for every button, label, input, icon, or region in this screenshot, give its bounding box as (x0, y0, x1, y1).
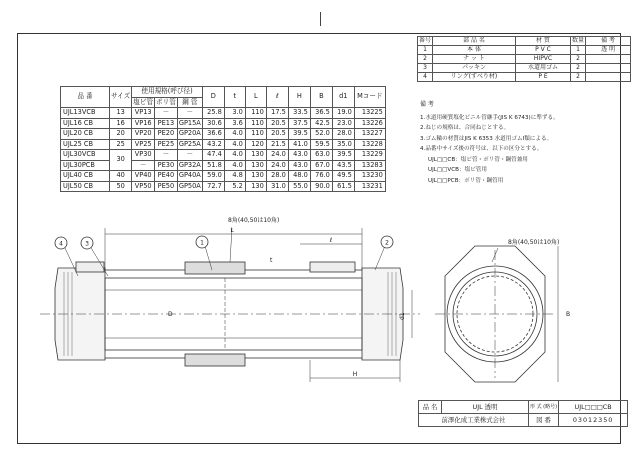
parts-h-material: 材 質 (516, 37, 571, 46)
spec-cell: PE30 (155, 160, 178, 171)
spec-cell: UJL30PCB (61, 160, 110, 171)
spec-cell: 63.0 (310, 150, 332, 161)
dim-H-label: H (352, 371, 358, 378)
title-dwg-label: 図 番 (529, 414, 559, 427)
spec-cell: 110 (245, 108, 266, 119)
spec-cell: 4.0 (224, 139, 245, 150)
spec-h-poly: ポリ管 (156, 97, 176, 106)
title-row-2 (419, 414, 628, 427)
spec-cell: 25.8 (202, 108, 224, 119)
spec-cell: 13230 (354, 171, 385, 182)
spec-cell: 30 (110, 150, 132, 171)
spec-h-dim: t (224, 87, 245, 108)
hex-note-end: 8角(40,50は10角) (508, 239, 560, 246)
nut-top-right (310, 262, 355, 272)
nut-top-left (76, 262, 104, 272)
spec-cell: 110 (245, 129, 266, 140)
spec-cell: UJL50 CB (61, 181, 110, 192)
spec-cell: 13283 (354, 160, 385, 171)
spec-cell: GP32A (178, 160, 201, 169)
spec-cell: 55.0 (288, 181, 310, 192)
spec-cell: 49.5 (332, 171, 354, 182)
spec-cell: 16 (110, 118, 132, 129)
spec-cell: 24.0 (266, 150, 288, 161)
spec-h-group: 使用規格(呼び径) (132, 87, 203, 98)
spec-cell: 48.0 (288, 171, 310, 182)
spec-h-dim: d1 (332, 87, 354, 108)
parts-cell: 2 (418, 55, 433, 64)
parts-cell: P E (516, 73, 571, 82)
spec-cell: 20.5 (266, 129, 288, 140)
spec-cell: PE50 (155, 181, 178, 192)
spec-cell: 30.6 (202, 118, 224, 129)
spec-cell: 23.0 (332, 118, 354, 129)
spec-cell: － (155, 108, 178, 119)
spec-cell: 59.5 (310, 139, 332, 150)
callout-label-1: 1 (200, 239, 204, 247)
spec-cell: 43.0 (288, 150, 310, 161)
spec-cell: UJL20 CB (61, 129, 110, 140)
parts-cell: ナ ッ ト (433, 55, 516, 64)
parts-cell: 水道用ゴム (516, 64, 571, 73)
spec-cell: 13231 (354, 181, 385, 192)
title-type-label: 形 式 (略号) (529, 401, 559, 414)
spec-cell: PE20 (155, 129, 178, 140)
spec-cell: 28.0 (266, 171, 288, 182)
dim-D-label: D (168, 311, 173, 318)
spec-cell: UJL25 CB (61, 139, 110, 150)
spec-cell: 13228 (354, 139, 385, 150)
parts-h-qty: 数量 (572, 37, 585, 44)
spec-cell: 4.0 (224, 160, 245, 171)
spec-h-dim: ℓ (266, 87, 288, 108)
title-name-value: UJL 透明 (442, 401, 529, 414)
body-hex-top (185, 262, 245, 274)
spec-cell: 4.0 (224, 150, 245, 161)
spec-cell: UJL30VCB (61, 150, 110, 161)
spec-cell: 40 (110, 171, 132, 182)
spec-cell: 43.2 (202, 139, 224, 150)
spec-cell: 13 (110, 108, 132, 119)
spec-cell: 120 (245, 139, 266, 150)
spec-cell: 76.0 (310, 171, 332, 182)
title-company: 前澤化成工業株式会社 (419, 414, 529, 427)
spec-cell: － (177, 108, 202, 119)
spec-cell: 37.5 (288, 118, 310, 129)
spec-cell: 28.0 (332, 129, 354, 140)
title-dwg-value: 03012350 (559, 414, 628, 427)
note-item: 3.ゴム輪の材質はJIS K 6353 水道用ゴムI類による。 (420, 135, 553, 142)
title-block (418, 400, 628, 427)
spec-cell: 33.5 (288, 108, 310, 119)
spec-cell: 36.5 (310, 108, 332, 119)
spec-cell: 61.5 (332, 181, 354, 192)
spec-cell: VP50 (132, 181, 155, 192)
parts-cell: 2 (571, 55, 586, 64)
spec-cell: UJL16 CB (61, 118, 110, 129)
callout-label-2: 2 (385, 239, 389, 247)
spec-cell: 13227 (354, 129, 385, 140)
parts-h-name: 部 品 名 (433, 37, 516, 46)
spec-cell: 59.0 (202, 171, 224, 182)
spec-cell: VP13 (132, 108, 155, 119)
spec-cell: GP20A (178, 129, 201, 137)
spec-cell: 35.0 (332, 139, 354, 150)
spec-cell: GP40A (178, 171, 201, 179)
title-type-value: UJL□□□CB (559, 401, 628, 414)
spec-cell: 130 (245, 171, 266, 182)
title-name-label: 品 名 (419, 401, 442, 414)
spec-cell: 19.0 (332, 108, 354, 119)
spec-cell: － (155, 150, 178, 161)
parts-cell: 透 明 (586, 46, 631, 55)
dim-l-label: ℓ (329, 237, 333, 244)
parts-cell: 2 (571, 73, 586, 82)
spec-cell: GP50A (178, 181, 201, 190)
spec-cell: VP30 (132, 150, 155, 161)
spec-cell: 110 (245, 118, 266, 129)
spec-cell: 4.8 (224, 171, 245, 182)
parts-cell: HIPVC (516, 55, 571, 64)
note-item: 1.水道用硬質塩化ビニル管継手(JIS K 6743)に準ずる。 (420, 114, 559, 121)
spec-h-size: サイズ (110, 87, 132, 108)
spec-cell: 20.5 (266, 118, 288, 129)
dim-t-label: t (270, 257, 273, 264)
dim-d1-label: d1 (399, 312, 406, 320)
parts-cell: パッキン (433, 64, 516, 73)
spec-h-mcode: Mコード (354, 87, 385, 108)
spec-h-dim: B (310, 87, 332, 108)
spec-cell: UJL13VCB (61, 108, 110, 119)
spec-h-dim: D (202, 87, 224, 108)
spec-cell: 43.0 (288, 160, 310, 171)
spec-cell: － (177, 150, 202, 161)
dim-L-label: L (230, 227, 234, 234)
spec-cell: PE40 (155, 171, 178, 182)
parts-cell: 3 (418, 64, 433, 73)
title-row-1 (419, 401, 628, 414)
spec-cell: VP16 (132, 118, 155, 129)
spec-cell: 25 (110, 139, 132, 150)
spec-cell: 13225 (354, 108, 385, 119)
spec-cell: UJL40 CB (61, 171, 110, 182)
spec-h-name: 品 番 (61, 87, 110, 108)
spec-cell: 36.6 (202, 129, 224, 140)
spec-cell: 52.0 (310, 129, 332, 140)
spec-cell: 39.5 (288, 129, 310, 140)
spec-cell: 90.0 (310, 181, 332, 192)
spec-cell: － (132, 160, 155, 171)
note-item: 2.ねじの規格は、合同ねじとする。 (420, 125, 510, 131)
spec-cell: 21.5 (266, 139, 288, 150)
spec-cell: 42.5 (310, 118, 332, 129)
spec-cell: 31.0 (266, 181, 288, 192)
spec-cell: 67.0 (310, 160, 332, 171)
spec-h-pvc: 塩ビ管 (133, 97, 154, 106)
spec-cell: VP25 (132, 139, 155, 150)
spec-cell: 24.0 (266, 160, 288, 171)
hex-note-side: 8角(40,50は10角) (228, 217, 280, 224)
note-item: UJL□□PCB：ポリ管・鋼管用 (428, 177, 504, 184)
spec-cell: VP20 (132, 129, 155, 140)
parts-cell: 1 (418, 46, 433, 55)
parts-cell: P V C (516, 46, 571, 55)
spec-cell: 5.2 (224, 181, 245, 192)
parts-h-remarks: 備 考 (586, 37, 631, 46)
spec-cell: 13229 (354, 150, 385, 161)
notes-title: 備 考 (420, 101, 434, 108)
spec-cell: 51.8 (202, 160, 224, 171)
callout-label-4: 4 (59, 240, 63, 248)
spec-h-steel: 鋼 管 (177, 97, 202, 108)
spec-cell: 50 (110, 181, 132, 192)
spec-cell: 43.5 (332, 160, 354, 171)
spec-cell: 130 (245, 181, 266, 192)
spec-h-dim: L (245, 87, 266, 108)
spec-cell: 13226 (354, 118, 385, 129)
parts-cell: 本 体 (433, 46, 516, 55)
spec-cell: 20 (110, 129, 132, 140)
spec-cell: 72.7 (202, 181, 224, 192)
note-item: UJL□□CB：塩ビ管・ポリ管・鋼管兼用 (428, 156, 528, 163)
spec-cell: 4.0 (224, 129, 245, 140)
dim-B-label: B (566, 311, 571, 318)
parts-cell: 1 (571, 46, 586, 55)
spec-cell: 130 (245, 150, 266, 161)
spec-cell: VP40 (132, 171, 155, 182)
parts-h-no: 番号 (419, 37, 432, 44)
callout-label-3: 3 (85, 240, 89, 248)
spec-cell: 130 (245, 160, 266, 171)
parts-cell: リング(すべり材) (433, 73, 516, 82)
spec-cell: 17.5 (266, 108, 288, 119)
spec-cell: PE13 (155, 118, 178, 129)
spec-cell: 3.0 (224, 108, 245, 119)
spec-cell: GP25A (178, 139, 201, 148)
note-item: 4.品番中サイズ後の符号は、以下の区分とする。 (420, 146, 543, 152)
spec-cell: 39.5 (332, 150, 354, 161)
spec-h-dim: H (288, 87, 310, 108)
parts-cell: 2 (571, 64, 586, 73)
spec-cell: PE25 (155, 139, 178, 150)
spec-cell: 3.6 (224, 118, 245, 129)
parts-cell: 4 (418, 73, 433, 82)
spec-cell: 47.4 (202, 150, 224, 161)
spec-cell: 41.0 (288, 139, 310, 150)
spec-cell: GP15A (178, 118, 201, 127)
body-hex-bottom (185, 354, 245, 366)
note-item: UJL□□VCB：塩ビ管用 (428, 167, 487, 173)
